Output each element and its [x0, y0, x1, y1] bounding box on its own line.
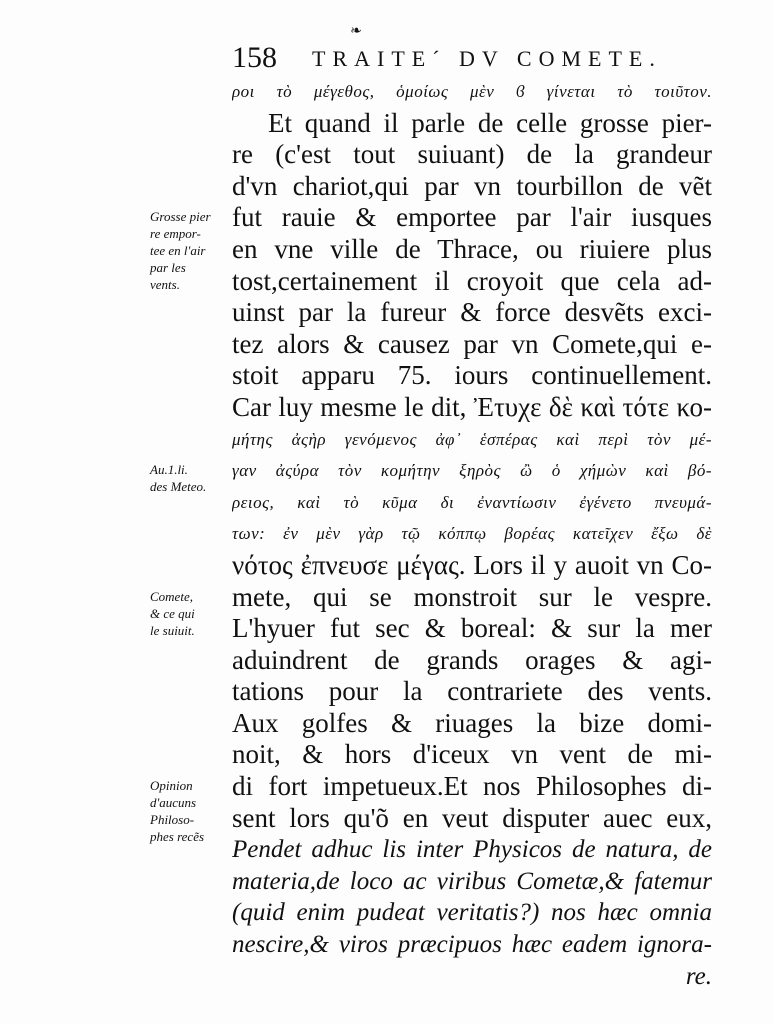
margin-note-line: Au.1.li. [150, 462, 188, 478]
text-line: tations pour la contrariete des vents. [232, 676, 712, 707]
text-line: ρειος, καὶ τὸ κῦμα δι ἐναντίωσιν ἐγένετο πνευμά- [232, 492, 712, 512]
text-line: (quid enim pudeat veritatis?) nos hæc omnia [232, 899, 712, 927]
text-line: fut rauie & emportee par l'air iusques [232, 202, 712, 233]
margin-note-line: par les [150, 260, 186, 276]
text-line: di fort impetueux.Et nos Philosophes di- [232, 771, 712, 802]
margin-note-line: tee en l'air [150, 243, 206, 259]
margin-note-line: d'aucuns [150, 795, 197, 811]
text-line: Et quand il parle de celle grosse pier- [268, 107, 712, 138]
margin-note-line: le suiuit. [150, 622, 195, 638]
text-line: L'hyuer fut sec & boreal: & sur la mer [232, 613, 712, 644]
text-line: en vne ville de Thrace, ou riuiere plus [232, 233, 712, 264]
margin-note-line: Philoso- [150, 812, 195, 828]
margin-note-line: Comete, [150, 588, 193, 604]
margin-note-line: re empor- [150, 226, 201, 242]
margin-note [150, 461, 232, 495]
running-title: TRAITE´ DV COMETE. [312, 46, 662, 71]
text-line: Aux golfes & riuages la bize domi- [232, 707, 712, 738]
margin-note [150, 208, 232, 293]
margin-note-line: vents. [150, 277, 180, 293]
main-text [232, 76, 712, 992]
text-line: aduindrent de grands orages & agi- [232, 644, 712, 675]
text-line: uinst par la fureur & force desvẽts exci- [232, 297, 712, 328]
page-number: 158 [232, 41, 277, 74]
text-line: ροι τὸ μέγεθος, ὁμοίως μὲν ϐ γίνεται τὸ τοιῦτον. [232, 82, 712, 101]
text-line: tez alors & causez par vn Comete,qui e- [232, 328, 712, 359]
text-line: μήτης ἀςὴρ γενόμενος ἀφ᾽ ἑσπέρας καὶ περὶ τὸν μέ- [232, 429, 712, 449]
text-line: sent lors qu'õ en veut disputer auec eux, [232, 802, 712, 833]
text-line: re (c'est tout suiuant) de la grandeur [232, 139, 712, 170]
text-line: materia,de loco ac viribus Cometæ,& fatemur [232, 867, 712, 895]
margin-note-line: & ce qui [150, 605, 195, 621]
margin-note-line: phes recẽs [150, 829, 205, 845]
text-line: tost,certainement il croyoit que cela ad- [232, 265, 712, 296]
ornament-icon: ❧ [350, 23, 362, 39]
text-line: mete, qui se monstroit sur le vespre. [232, 581, 712, 612]
text-line: γαν ἀςύρα τὸν κομήτην ξηρὸς ὢ ὁ χήμὼν καὶ βό- [232, 461, 712, 481]
text-line: noit, & hors d'iceux vn vent de mi- [232, 739, 712, 770]
page-header [232, 40, 712, 76]
text-line: d'vn chariot,qui par vn tourbillon de vẽt [232, 170, 712, 201]
margin-note-line: Grosse pier [150, 209, 211, 225]
text-line: stoit apparu 75. iours continuellement. [232, 360, 712, 391]
margin-note [150, 777, 232, 845]
margin-note [150, 588, 232, 639]
text-line: re. [685, 962, 712, 990]
text-line: Pendet adhuc lis inter Physicos de natura, de [232, 836, 712, 864]
text-line: Car luy mesme le dit, Ἐτυχε δὲ καὶ τότε κο- [232, 391, 712, 422]
text-line: νότος ἐπνευσε μέγας. Lors il y auoit vn Co- [232, 549, 712, 580]
margin-note-line: Opinion [150, 778, 193, 794]
margin-note-line: des Meteo. [150, 479, 207, 495]
text-line: των: ἐν μὲν γὰρ τῷ κόππῳ βορέας κατεῖχεν ἔξω δὲ [232, 524, 712, 544]
text-line: nescire,& viros præcipuos hæc eadem ignora- [232, 931, 712, 959]
